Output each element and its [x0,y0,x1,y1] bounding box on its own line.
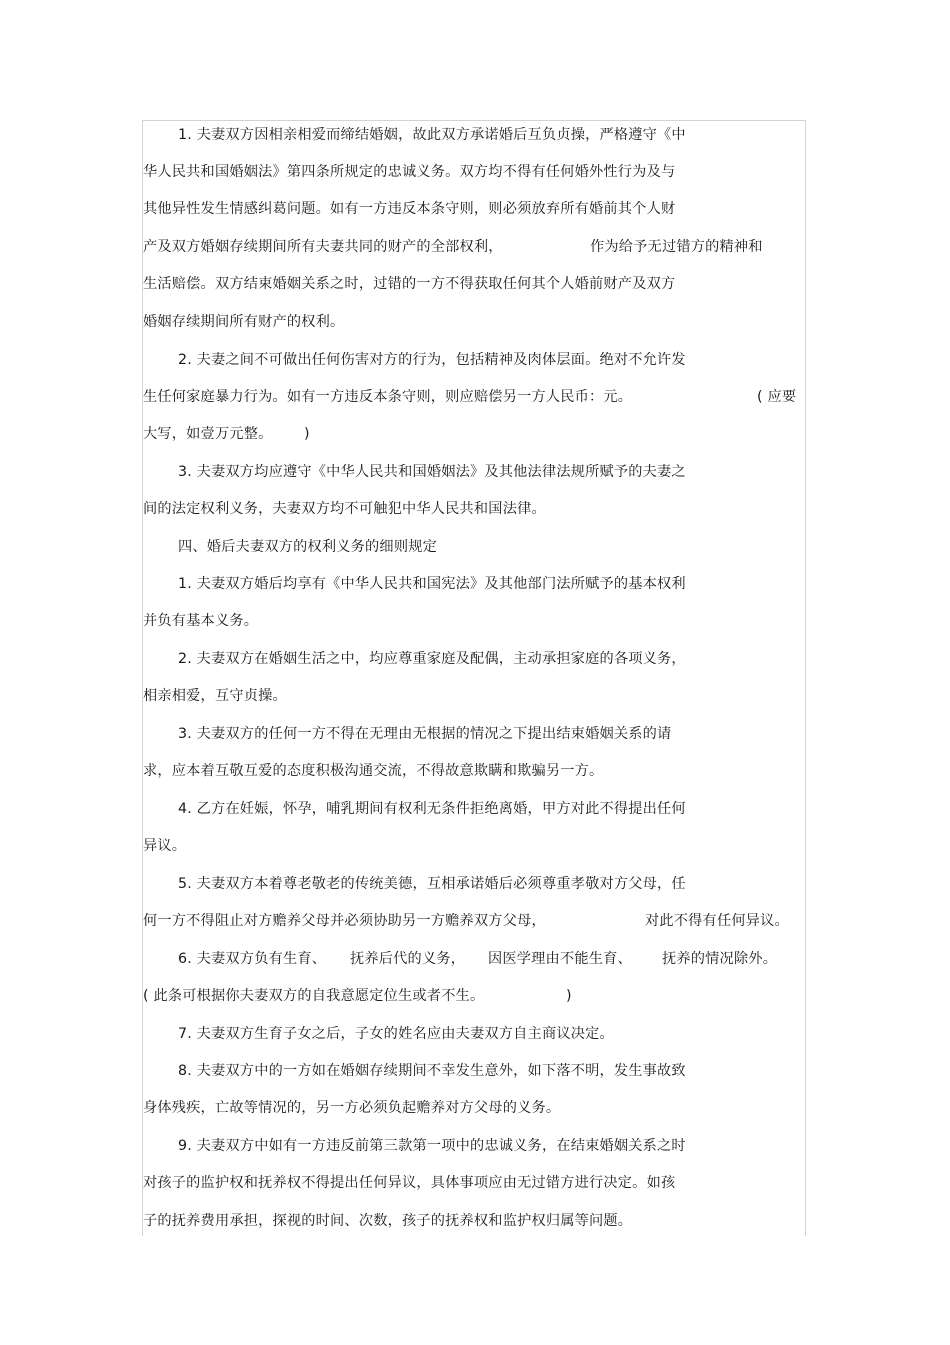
text-line: 7. 夫妻双方生育子女之后，子女的姓名应由夫妻双方自主商议决定。 [178,1026,614,1042]
text-line: 异议。 [143,838,187,854]
text-line: 子的抚养费用承担，探视的时间、次数，孩子的抚养权和监护权归属等问题。 [143,1213,633,1229]
text-line: ( 此条可根据你夫妻双方的自我意愿定位生或者不生。 [143,988,485,1004]
text-line: 身体残疾，亡故等情况的，另一方必须负起赡养对方父母的义务。 [143,1100,561,1116]
text-line: 抚养的情况除外。 [662,951,778,967]
text-line: 间的法定权利义务，夫妻双方均不可触犯中华人民共和国法律。 [143,501,546,517]
text-line: 2. 夫妻之间不可做出任何伤害对方的行为，包括精神及肉体层面。绝对不允许发 [178,352,686,368]
text-line: 1. 夫妻双方婚后均享有《中华人民共和国宪法》及其他部门法所赋予的基本权利 [178,576,686,592]
text-line: 对此不得有任何异议。 [645,913,789,929]
text-line: 对孩子的监护权和抚养权不得提出任何异议，具体事项应由无过错方进行决定。如孩 [143,1175,676,1191]
text-line: 大写，如壹万元整。 [143,426,273,442]
text-line: 3. 夫妻双方的任何一方不得在无理由无根据的情况之下提出结束婚姻关系的请 [178,726,672,742]
text-line: 作为给予无过错方的精神和 [590,239,763,255]
text-line: ) [304,426,310,442]
text-line: 生任何家庭暴力行为。如有一方违反本条守则，则应赔偿另一方人民币：元。 [143,389,633,405]
text-line: ) [566,988,572,1004]
text-line: 生活赔偿。双方结束婚姻关系之时，过错的一方不得获取任何其个人婚前财产及双方 [143,276,676,292]
text-line: 8. 夫妻双方中的一方如在婚姻存续期间不幸发生意外，如下落不明，发生事故致 [178,1063,686,1079]
text-line: 因医学理由不能生育、 [488,951,632,967]
text-line: 其他异性发生情感纠葛问题。如有一方违反本条守则，则必须放弃所有婚前其个人财 [143,201,676,217]
text-line: 抚养后代的义务， [350,951,466,967]
text-line: 3. 夫妻双方均应遵守《中华人民共和国婚姻法》及其他法律法规所赋予的夫妻之 [178,464,686,480]
text-line: 求，应本着互敬互爱的态度积极沟通交流，不得故意欺瞒和欺骗另一方。 [143,763,604,779]
text-line: 华人民共和国婚姻法》第四条所规定的忠诚义务。双方均不得有任何婚外性行为及与 [143,164,676,180]
text-line: 何一方不得阻止对方赡养父母并必须协助另一方赡养双方父母， [143,913,546,929]
text-line: 相亲相爱，互守贞操。 [143,688,287,704]
section-heading: 四、婚后夫妻双方的权利义务的细则规定 [178,539,437,555]
text-line: 并负有基本义务。 [143,613,259,629]
text-line: 5. 夫妻双方本着尊老敬老的传统美德，互相承诺婚后必须尊重孝敬对方父母，任 [178,876,686,892]
text-line: 4. 乙方在妊娠，怀孕，哺乳期间有权利无条件拒绝离婚，甲方对此不得提出任何 [178,801,686,817]
text-line: 2. 夫妻双方在婚姻生活之中，均应尊重家庭及配偶，主动承担家庭的各项义务， [178,651,686,667]
text-line: 产及双方婚姻存续期间所有夫妻共同的财产的全部权利， [143,239,503,255]
text-line: ( 应要 [757,389,797,405]
text-line: 1. 夫妻双方因相亲相爱而缔结婚姻，故此双方承诺婚后互负贞操，严格遵守《中 [178,127,686,143]
text-line: 婚姻存续期间所有财产的权利。 [143,314,345,330]
text-line: 9. 夫妻双方中如有一方违反前第三款第一项中的忠诚义务，在结束婚姻关系之时 [178,1138,686,1154]
text-line: 6. 夫妻双方负有生育、 [178,951,327,967]
